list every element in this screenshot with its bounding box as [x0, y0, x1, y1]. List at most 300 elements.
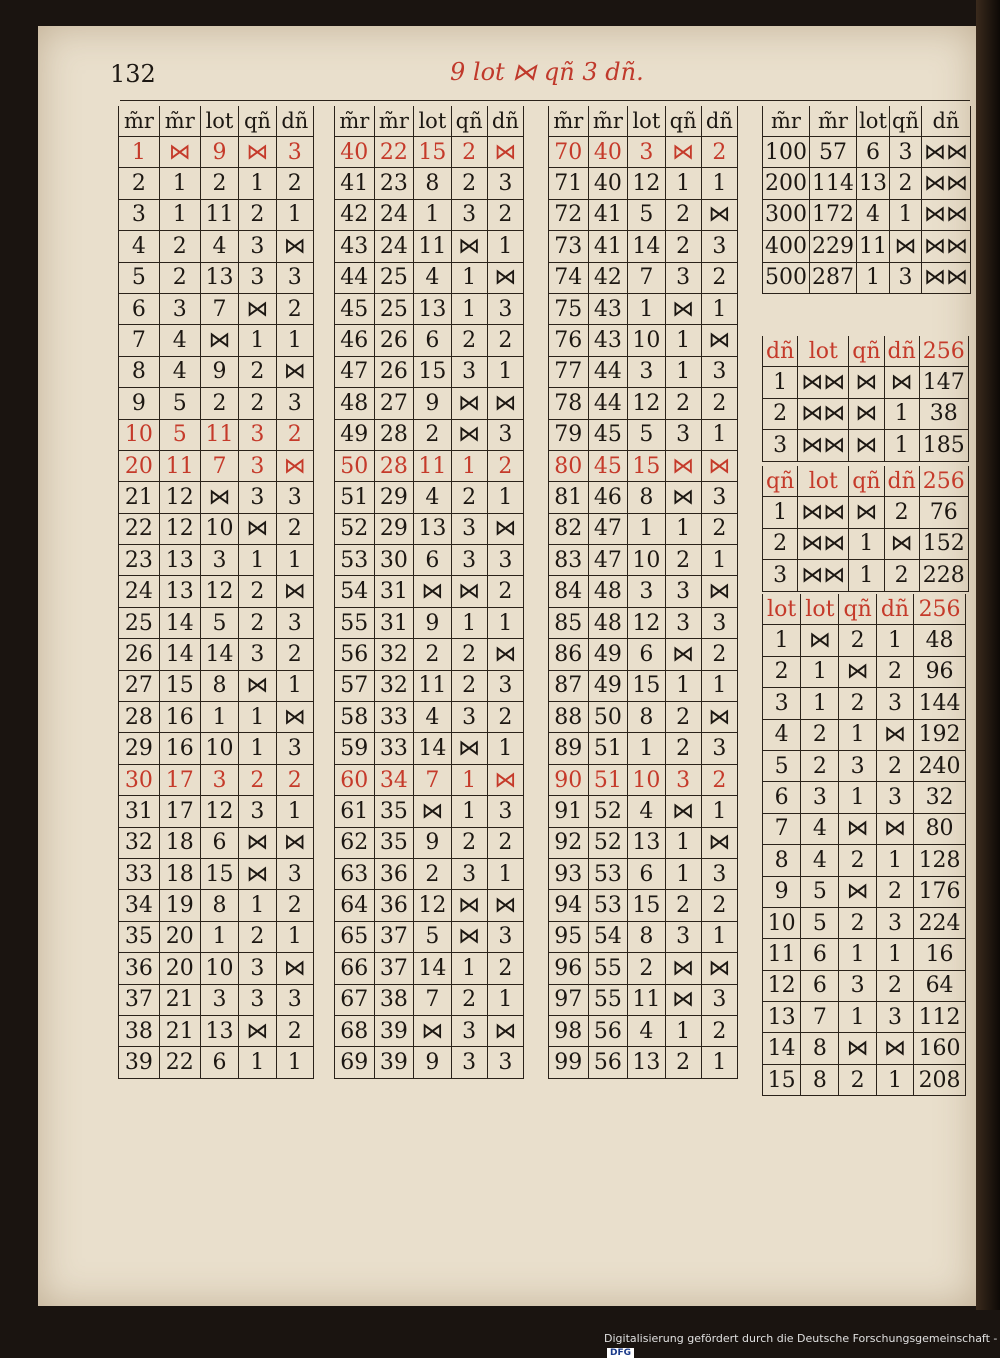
- table-row: [549, 388, 738, 419]
- table-cell: 13: [628, 1047, 665, 1078]
- table-cell: ⋈: [451, 733, 487, 764]
- column-header: m̃r: [549, 106, 589, 137]
- table-cell: 3: [239, 450, 276, 481]
- table-cell: 3: [451, 858, 487, 889]
- table-cell: 1: [665, 827, 701, 858]
- table-cell: ⋈: [414, 796, 451, 827]
- table-cell: 44: [588, 388, 628, 419]
- table-cell: 52: [588, 796, 628, 827]
- table-cell: 1: [801, 688, 839, 719]
- table-cell: 3: [876, 688, 913, 719]
- table-cell: 3: [276, 607, 313, 638]
- table-cell: ⋈: [239, 858, 276, 889]
- table-cell: 2: [763, 528, 798, 559]
- table-cell: 3: [665, 419, 701, 450]
- table-cell: 2: [839, 688, 876, 719]
- table-cell: 95: [549, 921, 589, 952]
- table-cell: 46: [335, 325, 375, 356]
- table-cell: ⋈: [159, 137, 200, 168]
- table-cell: ⋈: [876, 1033, 913, 1064]
- table-cell: 53: [588, 858, 628, 889]
- table-cell: 17: [159, 764, 200, 795]
- column-header: dñ: [276, 106, 313, 137]
- table-cell: 45: [335, 293, 375, 324]
- table-cell: 36: [374, 858, 414, 889]
- table-cell: 1: [701, 796, 737, 827]
- table-cell: 3: [276, 388, 313, 419]
- table-cell: 41: [335, 168, 375, 199]
- table-cell: 3: [200, 984, 239, 1015]
- column-header: qñ: [451, 106, 487, 137]
- table-row: [335, 199, 524, 230]
- table-cell: 1: [239, 890, 276, 921]
- table-row: [119, 482, 314, 513]
- table-cell: 1: [839, 939, 876, 970]
- table-cell: 2: [801, 750, 839, 781]
- table-cell: 1: [451, 764, 487, 795]
- table-cell: 55: [588, 984, 628, 1015]
- table-cell: 40: [588, 137, 628, 168]
- table-cell: 31: [374, 607, 414, 638]
- table-cell: 82: [549, 513, 589, 544]
- table-cell: ⋈: [839, 813, 876, 844]
- table-cell: 22: [374, 137, 414, 168]
- column-header: m̃r: [374, 106, 414, 137]
- table-row: [549, 450, 738, 481]
- header-row: [763, 466, 969, 497]
- table-cell: ⋈: [701, 450, 737, 481]
- table-cell: 8: [200, 670, 239, 701]
- table-cell: 2: [890, 168, 922, 199]
- table-cell: 26: [374, 356, 414, 387]
- table-cell: 200: [763, 168, 810, 199]
- table-cell: 5: [414, 921, 451, 952]
- table-cell: ⋈: [665, 953, 701, 984]
- table-cell: 2: [763, 398, 798, 429]
- column-header: qñ: [839, 594, 876, 625]
- table-cell: 3: [701, 858, 737, 889]
- table-row: [119, 796, 314, 827]
- header-row: [763, 336, 969, 367]
- table-cell: 3: [487, 1047, 523, 1078]
- table-cell: 1: [701, 921, 737, 952]
- table-cell: 3: [665, 262, 701, 293]
- table-cell: 3: [451, 1015, 487, 1046]
- table-cell: 51: [588, 764, 628, 795]
- table-row: [763, 560, 969, 591]
- table-cell: 1: [876, 625, 913, 656]
- table-cell: 147: [919, 367, 968, 398]
- table-cell: 10: [628, 764, 665, 795]
- table-cell: 31: [119, 796, 160, 827]
- table-cell: ⋈⋈: [798, 367, 849, 398]
- table-cell: 13: [763, 1002, 801, 1033]
- table-cell: 3: [701, 482, 737, 513]
- table-cell: ⋈: [487, 764, 523, 795]
- table-row: [119, 953, 314, 984]
- table-cell: 2: [487, 199, 523, 230]
- table-cell: ⋈: [849, 398, 884, 429]
- table-cell: 3: [701, 607, 737, 638]
- table-cell: ⋈: [239, 293, 276, 324]
- table-row: [549, 702, 738, 733]
- table-row: [763, 528, 969, 559]
- table-cell: 1: [665, 356, 701, 387]
- table-cell: 2: [876, 656, 913, 687]
- table-cell: 2: [665, 199, 701, 230]
- table-cell: 15: [763, 1064, 801, 1095]
- table-cell: 8: [200, 890, 239, 921]
- table-row: [335, 293, 524, 324]
- table-cell: 20: [159, 953, 200, 984]
- table-cell: 300: [763, 199, 810, 230]
- table-cell: ⋈: [414, 576, 451, 607]
- table-cell: 12: [159, 513, 200, 544]
- table-cell: 3: [119, 199, 160, 230]
- table-cell: ⋈: [276, 827, 313, 858]
- table-cell: 5: [763, 750, 801, 781]
- table-cell: 10: [763, 907, 801, 938]
- table-row: [119, 356, 314, 387]
- table-cell: ⋈⋈: [921, 262, 970, 293]
- table-cell: 3: [487, 419, 523, 450]
- table-cell: 224: [914, 907, 966, 938]
- table-cell: 1: [876, 939, 913, 970]
- denarius-table: [762, 336, 969, 462]
- column-header: qñ: [239, 106, 276, 137]
- table-cell: 39: [374, 1015, 414, 1046]
- table-cell: 25: [374, 262, 414, 293]
- table-row: [549, 356, 738, 387]
- table-row: [549, 953, 738, 984]
- table-cell: 13: [200, 262, 239, 293]
- table-cell: ⋈: [200, 325, 239, 356]
- table-cell: 2: [839, 1064, 876, 1095]
- table-cell: 1: [628, 293, 665, 324]
- table-cell: 400: [763, 231, 810, 262]
- table-cell: 30: [374, 545, 414, 576]
- table-cell: 90: [549, 764, 589, 795]
- table-cell: 98: [549, 1015, 589, 1046]
- table-cell: 9: [119, 388, 160, 419]
- table-cell: 3: [876, 907, 913, 938]
- table-cell: 5: [628, 419, 665, 450]
- table-cell: 10: [200, 513, 239, 544]
- table-cell: 13: [414, 513, 451, 544]
- table-cell: 3: [665, 764, 701, 795]
- header-row: [549, 106, 738, 137]
- column-header: dñ: [763, 336, 798, 367]
- table-row: [549, 482, 738, 513]
- table-cell: 2: [876, 750, 913, 781]
- column-header: lot: [801, 594, 839, 625]
- table-cell: 55: [335, 607, 375, 638]
- table-cell: 6: [414, 325, 451, 356]
- table-cell: 76: [549, 325, 589, 356]
- table-cell: 53: [335, 545, 375, 576]
- table-cell: 2: [701, 1015, 737, 1046]
- table-cell: 8: [763, 845, 801, 876]
- table-cell: 5: [119, 262, 160, 293]
- table-cell: 176: [914, 876, 966, 907]
- table-row: [119, 921, 314, 952]
- table-cell: 79: [549, 419, 589, 450]
- table-cell: 10: [200, 953, 239, 984]
- table-row: [549, 890, 738, 921]
- table-cell: ⋈: [665, 293, 701, 324]
- table-cell: 13: [159, 545, 200, 576]
- column-header: lot: [798, 336, 849, 367]
- table-row: [335, 262, 524, 293]
- table-cell: 1: [200, 921, 239, 952]
- column-header: lot: [763, 594, 801, 625]
- table-cell: 6: [763, 782, 801, 813]
- table-cell: 208: [914, 1064, 966, 1095]
- table-cell: 228: [919, 560, 968, 591]
- table-cell: 20: [159, 921, 200, 952]
- table-cell: 2: [451, 670, 487, 701]
- table-cell: 1: [159, 199, 200, 230]
- table-cell: 4: [801, 845, 839, 876]
- table-cell: 1: [487, 607, 523, 638]
- table-cell: ⋈: [239, 827, 276, 858]
- table-row: [119, 137, 314, 168]
- table-cell: 2: [239, 764, 276, 795]
- table-cell: 83: [549, 545, 589, 576]
- table-cell: 10: [628, 325, 665, 356]
- table-cell: 44: [335, 262, 375, 293]
- table-cell: 1: [701, 1047, 737, 1078]
- table-cell: 2: [414, 858, 451, 889]
- table-cell: 51: [335, 482, 375, 513]
- table-cell: 6: [801, 939, 839, 970]
- column-header: lot: [200, 106, 239, 137]
- table-cell: ⋈: [839, 656, 876, 687]
- table-cell: 185: [919, 430, 968, 461]
- table-cell: 26: [374, 325, 414, 356]
- table-row: [119, 1015, 314, 1046]
- table-row: [119, 293, 314, 324]
- table-cell: 35: [374, 796, 414, 827]
- table-cell: 2: [701, 639, 737, 670]
- table-cell: ⋈: [701, 199, 737, 230]
- table-cell: 2: [628, 953, 665, 984]
- table-row: [549, 607, 738, 638]
- table-cell: 3: [239, 796, 276, 827]
- table-cell: 29: [119, 733, 160, 764]
- table-cell: 3: [159, 293, 200, 324]
- table-row: [763, 813, 966, 844]
- table-cell: 21: [119, 482, 160, 513]
- table-row: [763, 262, 971, 293]
- table-cell: 32: [374, 639, 414, 670]
- table-cell: 62: [335, 827, 375, 858]
- table-cell: 2: [665, 388, 701, 419]
- table-cell: 56: [335, 639, 375, 670]
- table-row: [335, 576, 524, 607]
- table-cell: 11: [200, 419, 239, 450]
- top-rule: [120, 100, 970, 101]
- table-cell: 5: [200, 607, 239, 638]
- conversion-table-2: [334, 106, 524, 1079]
- table-cell: ⋈: [451, 576, 487, 607]
- table-cell: 128: [914, 845, 966, 876]
- table-cell: 50: [335, 450, 375, 481]
- table-row: [763, 688, 966, 719]
- table-cell: 3: [239, 419, 276, 450]
- table-row: [763, 719, 966, 750]
- table-cell: 2: [451, 984, 487, 1015]
- table-cell: 6: [119, 293, 160, 324]
- table-cell: 3: [701, 984, 737, 1015]
- table-cell: 14: [159, 607, 200, 638]
- table-cell: 2: [487, 450, 523, 481]
- table-cell: 1: [665, 325, 701, 356]
- table-cell: 29: [374, 513, 414, 544]
- table-cell: 11: [414, 670, 451, 701]
- table-cell: 41: [588, 231, 628, 262]
- table-cell: 35: [119, 921, 160, 952]
- table-cell: 5: [628, 199, 665, 230]
- table-cell: 54: [588, 921, 628, 952]
- table-row: [335, 827, 524, 858]
- table-row: [119, 419, 314, 450]
- column-header: dñ: [487, 106, 523, 137]
- table-cell: 48: [588, 576, 628, 607]
- table-cell: 3: [763, 430, 798, 461]
- table-cell: 3: [487, 168, 523, 199]
- table-cell: 40: [588, 168, 628, 199]
- table-cell: 2: [451, 482, 487, 513]
- table-cell: 72: [549, 199, 589, 230]
- table-cell: 8: [414, 168, 451, 199]
- table-cell: 2: [487, 702, 523, 733]
- table-row: [119, 168, 314, 199]
- table-cell: ⋈: [701, 827, 737, 858]
- table-cell: 7: [763, 813, 801, 844]
- table-cell: 2: [701, 137, 737, 168]
- table-cell: 10: [119, 419, 160, 450]
- conversion-table-4: [762, 106, 971, 294]
- table-cell: ⋈⋈: [921, 231, 970, 262]
- table-row: [763, 656, 966, 687]
- table-cell: 15: [200, 858, 239, 889]
- table-row: [763, 1064, 966, 1095]
- table-row: [119, 388, 314, 419]
- table-cell: ⋈: [414, 1015, 451, 1046]
- table-cell: 2: [839, 845, 876, 876]
- table-cell: ⋈: [884, 528, 919, 559]
- table-row: [763, 398, 969, 429]
- table-row: [763, 876, 966, 907]
- table-cell: 15: [159, 670, 200, 701]
- table-cell: 34: [374, 764, 414, 795]
- table-cell: 6: [200, 827, 239, 858]
- table-cell: 3: [239, 953, 276, 984]
- table-cell: 1: [763, 497, 798, 528]
- column-header: m̃r: [335, 106, 375, 137]
- table-cell: 3: [876, 1002, 913, 1033]
- table-cell: 3: [239, 984, 276, 1015]
- table-cell: 2: [239, 607, 276, 638]
- table-cell: ⋈: [451, 890, 487, 921]
- column-header: qñ: [665, 106, 701, 137]
- table-cell: 2: [239, 356, 276, 387]
- table-cell: 8: [801, 1033, 839, 1064]
- table-cell: ⋈: [276, 356, 313, 387]
- table-cell: 1: [665, 1015, 701, 1046]
- table-cell: 66: [335, 953, 375, 984]
- table-cell: 17: [159, 796, 200, 827]
- column-header: dñ: [701, 106, 737, 137]
- table-row: [549, 545, 738, 576]
- book-spine: [976, 0, 1000, 1310]
- table-cell: 11: [628, 984, 665, 1015]
- header-row: [335, 106, 524, 137]
- table-cell: 21: [159, 984, 200, 1015]
- table-cell: 74: [549, 262, 589, 293]
- table-cell: 1: [849, 528, 884, 559]
- table-cell: 3: [451, 356, 487, 387]
- table-cell: 8: [628, 482, 665, 513]
- table-cell: ⋈⋈: [798, 430, 849, 461]
- table-cell: 5: [801, 876, 839, 907]
- table-row: [335, 325, 524, 356]
- table-cell: 1: [487, 231, 523, 262]
- table-cell: 54: [335, 576, 375, 607]
- table-cell: 3: [451, 702, 487, 733]
- table-row: [549, 984, 738, 1015]
- table-cell: 18: [159, 858, 200, 889]
- table-cell: 9: [200, 137, 239, 168]
- table-cell: 15: [414, 356, 451, 387]
- table-cell: 9: [414, 607, 451, 638]
- table-cell: 47: [335, 356, 375, 387]
- table-cell: 3: [276, 858, 313, 889]
- table-cell: 1: [276, 545, 313, 576]
- table-cell: 94: [549, 890, 589, 921]
- table-row: [763, 939, 966, 970]
- table-cell: 1: [665, 168, 701, 199]
- table-row: [119, 545, 314, 576]
- table-row: [335, 890, 524, 921]
- table-cell: 45: [588, 450, 628, 481]
- table-cell: 1: [487, 356, 523, 387]
- table-cell: 3: [487, 796, 523, 827]
- table-cell: 2: [487, 827, 523, 858]
- table-cell: 52: [335, 513, 375, 544]
- table-cell: 2: [276, 639, 313, 670]
- table-cell: 3: [701, 231, 737, 262]
- table-cell: 3: [451, 199, 487, 230]
- table-cell: 3: [628, 356, 665, 387]
- table-cell: 1: [200, 702, 239, 733]
- table-cell: 11: [763, 939, 801, 970]
- table-cell: ⋈⋈: [798, 528, 849, 559]
- table-cell: 152: [919, 528, 968, 559]
- table-cell: 4: [414, 702, 451, 733]
- table-cell: 1: [451, 262, 487, 293]
- table-cell: 6: [628, 858, 665, 889]
- table-cell: 3: [801, 782, 839, 813]
- table-row: [549, 137, 738, 168]
- table-row: [119, 733, 314, 764]
- table-cell: 1: [849, 560, 884, 591]
- table-row: [335, 450, 524, 481]
- table-cell: 3: [239, 262, 276, 293]
- table-cell: 9: [763, 876, 801, 907]
- table-cell: 13: [628, 827, 665, 858]
